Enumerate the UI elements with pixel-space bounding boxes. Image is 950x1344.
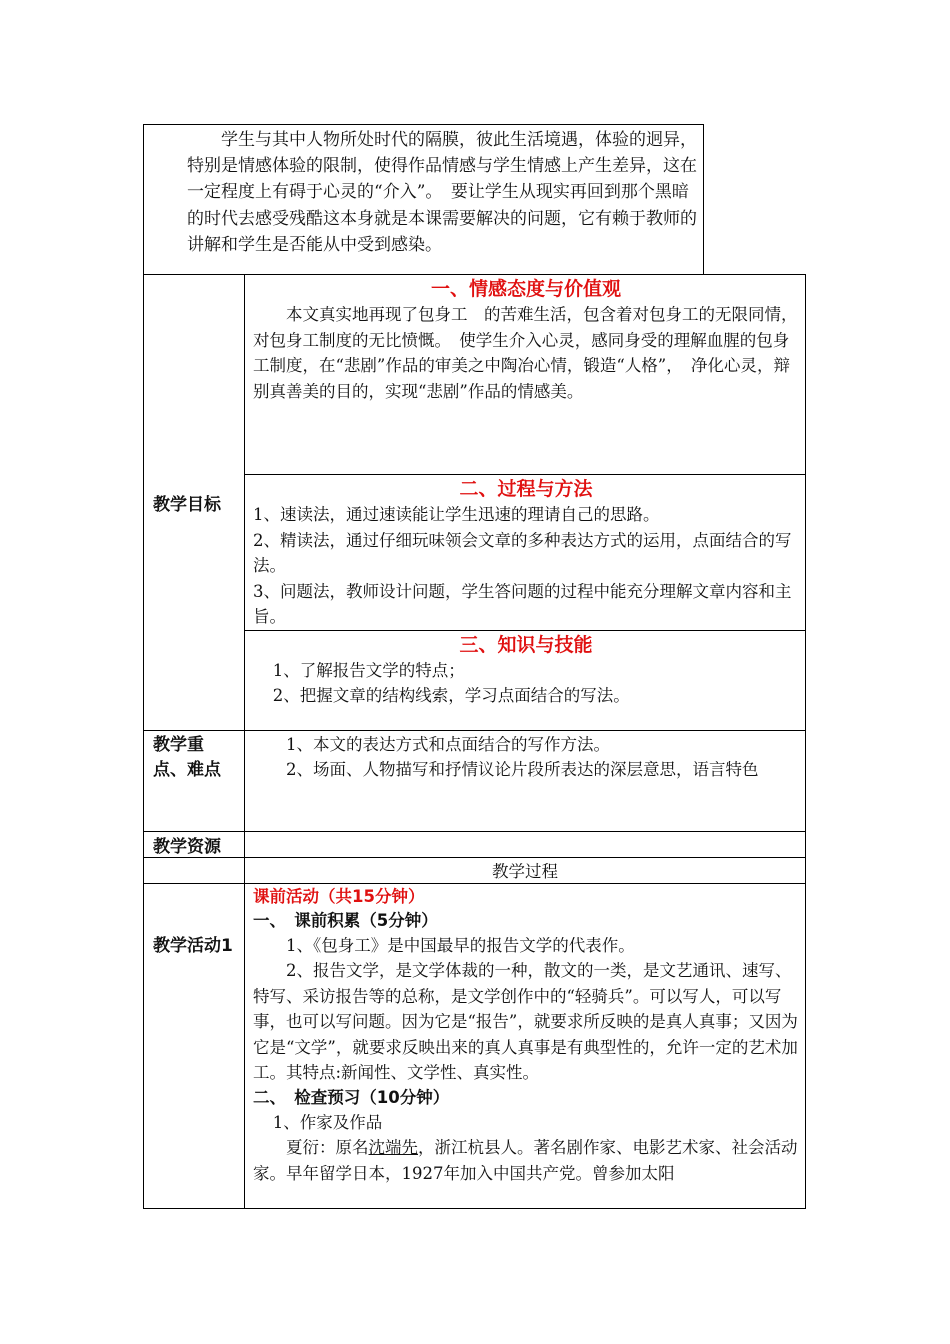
process-header: 教学过程 — [492, 862, 558, 881]
pre-activity-title: 课前活动（共15分钟） — [253, 886, 425, 906]
resources-label: 教学资源 — [153, 836, 221, 857]
resources-value-cell — [245, 831, 806, 857]
resources-label-cell — [144, 831, 245, 857]
key-point-item: 2、场面、人物描写和抒情议论片段所表达的深层意思，语言特色 — [286, 760, 759, 779]
top-paragraph: 学生与其中人物所处时代的隔膜，彼此生活境遇，体验的迥异，特别是情感体验的限制，使得作品情感与学生情感上产生差异，这在一定程度上有碍于心灵的“介入”。 要让学生从现实再回到那个黑暗的时代去感受残酷这本身就是本课需要解决的问题，它有赖于教师的讲解和学生是否能从中受到感染。 — [187, 130, 697, 255]
section-1-paragraph: 1、《包身工》是中国最早的报告文学的代表作。 — [286, 935, 635, 955]
key-points-label-line1: 教学重 — [153, 734, 204, 755]
activity-label: 教学活动1 — [153, 935, 233, 956]
author-text-post: ，浙江杭县人。著名剧作家、电影艺术家、社会活动家。早年留学日本，1927年加入中国共产党。曾参加太阳 — [253, 1138, 798, 1183]
method-item: 2、精读法，通过仔细玩味领会文章的多种表达方式的运用，点面结合的写法。 — [253, 530, 792, 575]
skill-item: 2、把握文章的结构线索，学习点面结合的写法。 — [272, 686, 630, 705]
activity-cell — [245, 883, 806, 1208]
lesson-plan-table — [143, 274, 806, 1209]
skill-item: 1、了解报告文学的特点； — [272, 660, 465, 680]
activity-label-cell — [144, 883, 245, 1208]
method-section-title: 二、过程与方法 — [459, 478, 593, 500]
method-item: 1、速读法，通过速读能让学生迅速的理请自己的思路。 — [253, 505, 660, 524]
objectives-skill-cell — [245, 630, 806, 730]
method-item: 3、问题法，教师设计问题，学生答问题的过程中能充分理解文章内容和主旨。 — [253, 581, 792, 626]
section-2-subtitle: 1、作家及作品 — [272, 1112, 383, 1132]
emotion-section-text: 本文真实地再现了包身工 的苦难生活，包含着对包身工的无限同情，对包身工制度的无比愤慨。 使学生介入心灵，感同身受的理解血腥的包身工制度，在“悲剧”作品的审美之中陶冶心情，锻造“人格”， 净化心灵，辩别真善美的目的，实现“悲剧”作品的情感美。 — [253, 305, 798, 401]
objectives-emotion-cell — [245, 275, 806, 475]
skill-section-title: 三、知识与技能 — [459, 633, 593, 656]
section-2-title: 二、 检查预习（10分钟） — [253, 1087, 450, 1107]
top-text-box — [143, 124, 704, 275]
process-header-blank — [144, 857, 245, 883]
section-1-title: 一、 课前积累（5分钟） — [253, 910, 438, 930]
objectives-label-cell — [144, 275, 245, 731]
section-1-paragraph: 2、报告文学，是文学体裁的一种，散文的一类，是文艺通讯、速写、特写、采访报告等的总称，是文学创作中的“轻骑兵”。可以写人，可以写事，也可以写问题。因为它是“报告”，就要求所反映的是真人真事；又因为它是“文学”，就要求反映出来的真人真事是有典型性的，允许一定的艺术加工。其特点:新闻性、文学性、真实性。 — [253, 961, 798, 1082]
process-header-cell — [245, 857, 806, 883]
author-text-pre: 夏衍：原名 — [286, 1138, 369, 1157]
author-paragraph — [253, 1135, 799, 1186]
key-points-label-cell — [144, 730, 245, 831]
author-real-name: 沈端先 — [368, 1138, 418, 1157]
emotion-section-title: 一、情感态度与价值观 — [430, 278, 621, 300]
key-points-label-line2: 点、难点 — [153, 759, 221, 780]
key-points-cell — [245, 730, 806, 831]
objectives-label: 教学目标 — [153, 494, 221, 515]
key-point-item: 1、本文的表达方式和点面结合的写作方法。 — [286, 734, 610, 754]
objectives-method-cell — [245, 475, 806, 631]
